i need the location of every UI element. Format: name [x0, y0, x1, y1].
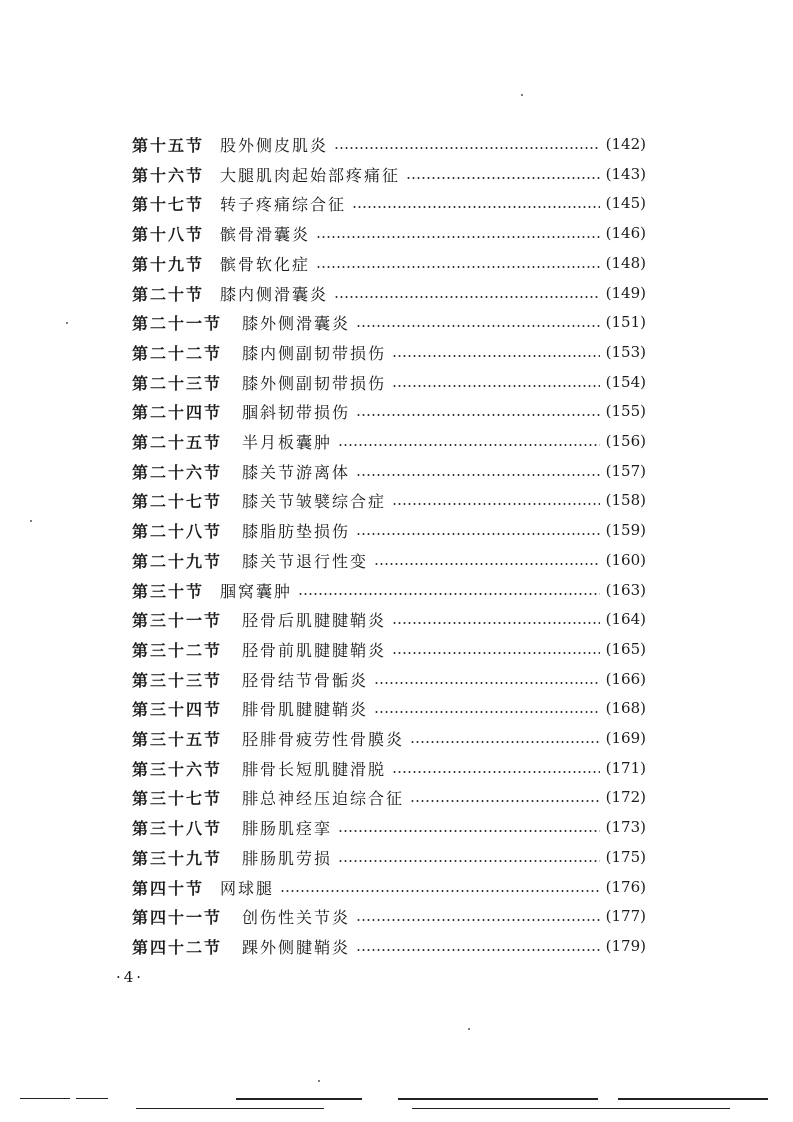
- scan-line: [76, 1098, 108, 1099]
- toc-page-number: (153): [605, 343, 646, 361]
- toc-section-number: 第二十一节: [132, 313, 223, 333]
- toc-entry-title: 髌骨滑囊炎: [220, 224, 311, 244]
- toc-entry-title: 膝关节皱襞综合症: [242, 491, 387, 511]
- toc-section-number: 第二十九节: [132, 551, 223, 571]
- toc-row: [132, 934, 646, 958]
- toc-dot-leader: [356, 533, 600, 535]
- toc-dot-leader: [392, 355, 600, 357]
- toc-row: [132, 726, 646, 750]
- toc-page-number: (165): [605, 640, 646, 658]
- toc-row: [132, 429, 646, 453]
- toc-section-number: 第十七节: [132, 194, 205, 214]
- toc-section-number: 第三十二节: [132, 640, 223, 660]
- toc-section-number: 第二十节: [132, 284, 205, 304]
- toc-section-number: 第三十七节: [132, 788, 223, 808]
- toc-dot-leader: [338, 830, 600, 832]
- toc-entry-title: 腓肠肌痉挛: [242, 818, 333, 838]
- toc-row: [132, 607, 646, 631]
- toc-dot-leader: [374, 711, 600, 713]
- scan-speck: [30, 520, 32, 522]
- toc-entry-title: 膝关节退行性变: [242, 551, 369, 571]
- toc-page-number: (160): [605, 551, 646, 569]
- toc-section-number: 第四十节: [132, 878, 205, 898]
- toc-dot-leader: [356, 919, 600, 921]
- toc-page-number: (166): [605, 670, 646, 688]
- scan-line: [412, 1108, 730, 1109]
- toc-section-number: 第三十八节: [132, 818, 223, 838]
- toc-entry-title: 腘斜韧带损伤: [242, 402, 351, 422]
- toc-dot-leader: [406, 177, 600, 179]
- toc-section-number: 第三十五节: [132, 729, 223, 749]
- toc-row: [132, 162, 646, 186]
- toc-dot-leader: [316, 236, 600, 238]
- toc-page-number: (158): [605, 491, 646, 509]
- toc-section-number: 第二十五节: [132, 432, 223, 452]
- toc-entry-title: 腓肠肌劳损: [242, 848, 333, 868]
- toc-row: [132, 310, 646, 334]
- toc-row: [132, 251, 646, 275]
- toc-row: [132, 370, 646, 394]
- toc-section-number: 第十六节: [132, 165, 205, 185]
- toc-dot-leader: [356, 474, 600, 476]
- toc-dot-leader: [356, 949, 600, 951]
- toc-entry-title: 腓骨长短肌腱滑脱: [242, 759, 387, 779]
- toc-entry-title: 大腿肌肉起始部疼痛征: [220, 165, 401, 185]
- toc-entry-title: 膝内侧滑囊炎: [220, 284, 329, 304]
- toc-entry-title: 网球腿: [220, 878, 275, 898]
- toc-page-number: (173): [605, 818, 646, 836]
- toc-row: [132, 785, 646, 809]
- toc-page-number: (169): [605, 729, 646, 747]
- toc-dot-leader: [392, 652, 600, 654]
- toc-page-number: (142): [605, 135, 646, 153]
- toc-section-number: 第二十六节: [132, 462, 223, 482]
- toc-page-number: (154): [605, 373, 646, 391]
- toc-dot-leader: [410, 800, 600, 802]
- toc-entry-title: 创伤性关节炎: [242, 907, 351, 927]
- page-number: ·4·: [116, 968, 145, 986]
- toc-page-number: (171): [605, 759, 646, 777]
- toc-row: [132, 845, 646, 869]
- toc-section-number: 第十五节: [132, 135, 205, 155]
- toc-entry-title: 腘窝囊肿: [220, 581, 293, 601]
- toc-row: [132, 578, 646, 602]
- toc-section-number: 第三十四节: [132, 699, 223, 719]
- toc-row: [132, 340, 646, 364]
- toc-dot-leader: [374, 563, 600, 565]
- toc-page-number: (151): [605, 313, 646, 331]
- toc-entry-title: 股外侧皮肌炎: [220, 135, 329, 155]
- toc-row: [132, 815, 646, 839]
- toc-section-number: 第二十三节: [132, 373, 223, 393]
- toc-dot-leader: [410, 741, 600, 743]
- toc-entry-title: 胫骨结节骨骺炎: [242, 670, 369, 690]
- toc-dot-leader: [334, 296, 600, 298]
- toc-dot-leader: [392, 503, 600, 505]
- toc-section-number: 第三十节: [132, 581, 205, 601]
- toc-section-number: 第三十九节: [132, 848, 223, 868]
- toc-page-number: (175): [605, 848, 646, 866]
- toc-page-number: (149): [605, 284, 646, 302]
- toc-entry-title: 半月板囊肿: [242, 432, 333, 452]
- toc-dot-leader: [298, 593, 600, 595]
- toc-page-number: (143): [605, 165, 646, 183]
- toc-row: [132, 667, 646, 691]
- toc-row: [132, 518, 646, 542]
- toc-entry-title: 髌骨软化症: [220, 254, 311, 274]
- toc-page-number: (172): [605, 788, 646, 806]
- toc-page-number: (145): [605, 194, 646, 212]
- toc-row: [132, 875, 646, 899]
- toc-page-number: (155): [605, 402, 646, 420]
- toc-row: [132, 191, 646, 215]
- toc-dot-leader: [334, 147, 600, 149]
- toc-section-number: 第二十四节: [132, 402, 223, 422]
- scan-speck: [318, 1080, 320, 1082]
- toc-section-number: 第二十二节: [132, 343, 223, 363]
- toc-page-number: (164): [605, 610, 646, 628]
- toc-entry-title: 膝外侧副韧带损伤: [242, 373, 387, 393]
- scan-line: [618, 1098, 768, 1100]
- toc-entry-title: 胫腓骨疲劳性骨膜炎: [242, 729, 405, 749]
- toc-entry-title: 胫骨后肌腱腱鞘炎: [242, 610, 387, 630]
- toc-section-number: 第四十二节: [132, 937, 223, 957]
- toc-dot-leader: [352, 206, 600, 208]
- toc-page-number: (163): [605, 581, 646, 599]
- toc-section-number: 第二十七节: [132, 491, 223, 511]
- toc-page-number: (156): [605, 432, 646, 450]
- toc-row: [132, 132, 646, 156]
- toc-entry-title: 踝外侧腱鞘炎: [242, 937, 351, 957]
- scan-speck: [468, 1028, 470, 1030]
- toc-row: [132, 281, 646, 305]
- toc-row: [132, 637, 646, 661]
- toc-row: [132, 399, 646, 423]
- toc-entry-title: 膝内侧副韧带损伤: [242, 343, 387, 363]
- scan-speck: [521, 94, 523, 96]
- toc-dot-leader: [338, 444, 600, 446]
- toc-dot-leader: [338, 860, 600, 862]
- toc-dot-leader: [280, 890, 600, 892]
- toc-row: [132, 488, 646, 512]
- toc-entry-title: 膝外侧滑囊炎: [242, 313, 351, 333]
- toc-section-number: 第三十三节: [132, 670, 223, 690]
- scan-speck: [66, 322, 68, 324]
- toc-page-number: (146): [605, 224, 646, 242]
- toc-page-number: (159): [605, 521, 646, 539]
- toc-entry-title: 腓骨肌腱腱鞘炎: [242, 699, 369, 719]
- toc-page-number: (148): [605, 254, 646, 272]
- toc-section-number: 第三十六节: [132, 759, 223, 779]
- toc-dot-leader: [374, 682, 600, 684]
- toc-row: [132, 548, 646, 572]
- toc-row: [132, 459, 646, 483]
- toc-page-number: (157): [605, 462, 646, 480]
- toc-entry-title: 膝关节游离体: [242, 462, 351, 482]
- toc-section-number: 第三十一节: [132, 610, 223, 630]
- toc-entry-title: 腓总神经压迫综合征: [242, 788, 405, 808]
- toc-dot-leader: [356, 325, 600, 327]
- toc-page-number: (176): [605, 878, 646, 896]
- toc-section-number: 第十八节: [132, 224, 205, 244]
- toc-entry-title: 转子疼痛综合征: [220, 194, 347, 214]
- toc-row: [132, 756, 646, 780]
- toc-page-number: (168): [605, 699, 646, 717]
- toc-section-number: 第四十一节: [132, 907, 223, 927]
- scan-line: [236, 1098, 362, 1100]
- toc-row: [132, 904, 646, 928]
- scan-line: [136, 1108, 324, 1109]
- toc-dot-leader: [392, 771, 600, 773]
- scan-line: [398, 1098, 598, 1100]
- toc-dot-leader: [392, 622, 600, 624]
- toc-section-number: 第十九节: [132, 254, 205, 274]
- toc-page-number: (179): [605, 937, 646, 955]
- toc-row: [132, 696, 646, 720]
- scan-line: [20, 1098, 70, 1099]
- toc-dot-leader: [392, 385, 600, 387]
- toc-dot-leader: [316, 266, 600, 268]
- toc-row: [132, 221, 646, 245]
- toc-entry-title: 膝脂肪垫损伤: [242, 521, 351, 541]
- toc-section-number: 第二十八节: [132, 521, 223, 541]
- toc-page-number: (177): [605, 907, 646, 925]
- toc-entry-title: 胫骨前肌腱腱鞘炎: [242, 640, 387, 660]
- toc-dot-leader: [356, 414, 600, 416]
